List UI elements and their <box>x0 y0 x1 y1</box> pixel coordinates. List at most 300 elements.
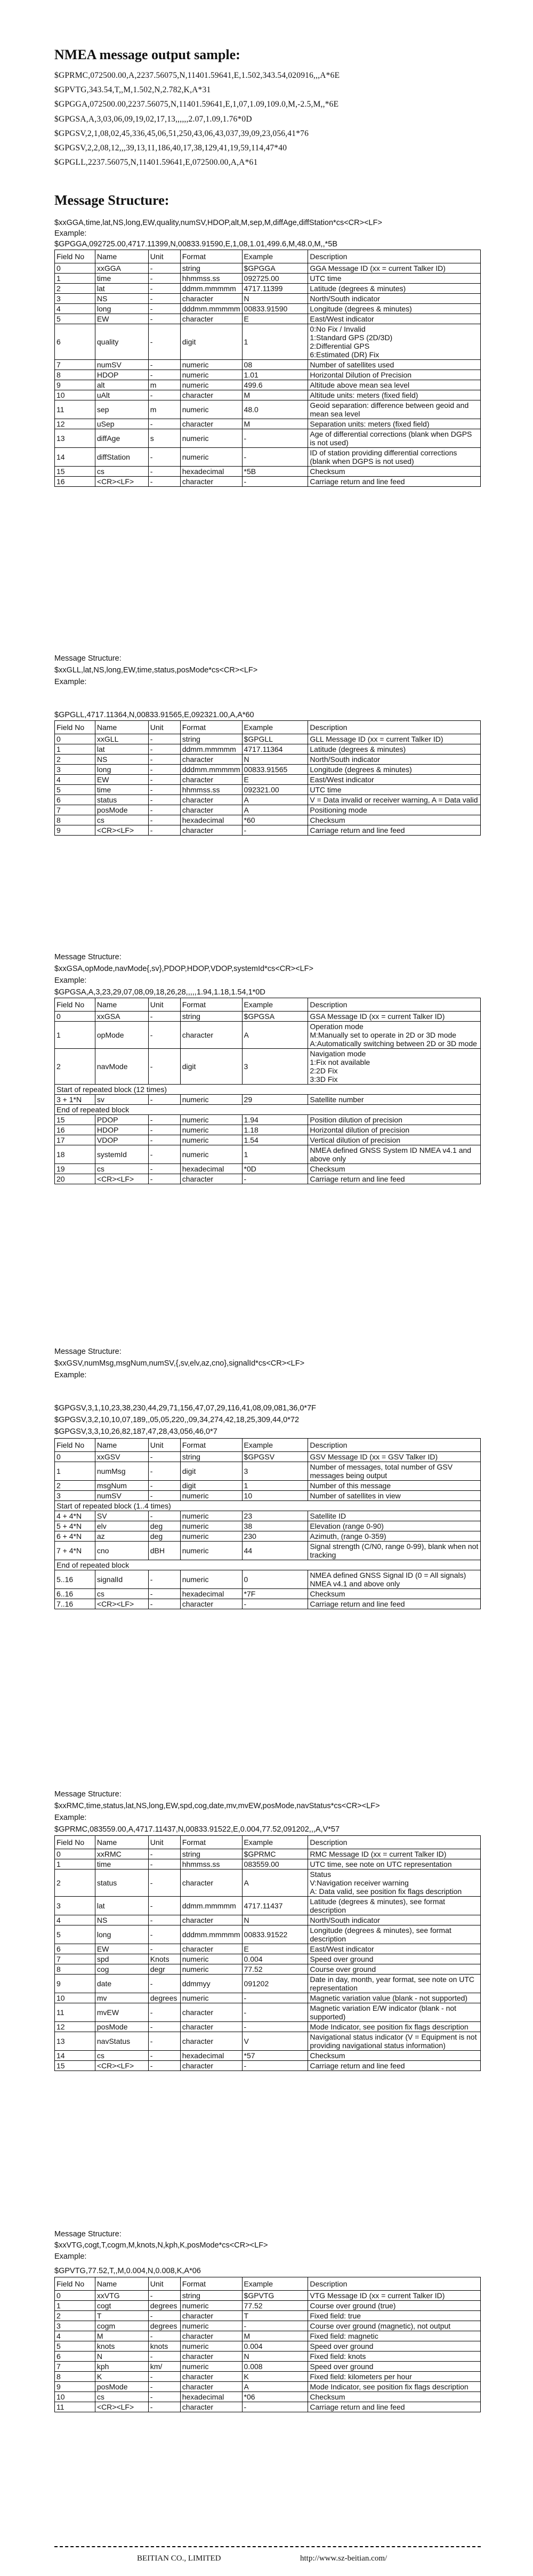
table-header-row <box>55 250 481 263</box>
repeated-block-marker: End of repeated block <box>55 1105 481 1115</box>
name-cell: long <box>95 1925 148 1944</box>
sample-line: $GPGSV,2,2,08,12,,,39,13,11,186,40,17,38,129,41,19,59,114,47*40 <box>54 143 287 153</box>
table-row <box>55 785 481 795</box>
column-header: Format <box>180 1439 242 1452</box>
format-cell: numeric <box>180 1145 242 1164</box>
name-cell: EW <box>95 1944 148 1954</box>
description-cell: Age of differential corrections (blank when DGPS is not used) <box>308 429 481 448</box>
table-row <box>55 1869 481 1897</box>
field-no-cell: 7 + 4*N <box>55 1542 95 1560</box>
unit-cell: - <box>148 805 180 815</box>
name-cell: long <box>95 765 148 775</box>
format-cell: dddmm.mmmmm <box>180 1925 242 1944</box>
example-cell: 29 <box>242 1095 308 1105</box>
field-no-cell: 0 <box>55 1012 95 1022</box>
unit-cell: - <box>148 1570 180 1589</box>
example-cell: - <box>242 2003 308 2022</box>
field-no-cell: 4 + 4*N <box>55 1511 95 1521</box>
example-cell: 48.0 <box>242 400 308 419</box>
gll-structure-label: Message Structure: <box>54 654 122 663</box>
unit-cell: - <box>148 2032 180 2051</box>
unit-cell: - <box>148 2352 180 2362</box>
unit-cell: - <box>148 825 180 836</box>
column-header: Name <box>95 250 148 263</box>
format-cell: hhmmss.ss <box>180 1859 242 1869</box>
unit-cell: Knots <box>148 1954 180 1964</box>
unit-cell: m <box>148 400 180 419</box>
example-cell: A <box>242 795 308 805</box>
field-no-cell: 0 <box>55 263 95 274</box>
table-row <box>55 2061 481 2071</box>
table-row <box>55 304 481 314</box>
name-cell: PDOP <box>95 1115 148 1125</box>
example-cell: - <box>242 429 308 448</box>
format-cell: numeric <box>180 1521 242 1531</box>
name-cell: navStatus <box>95 2032 148 2051</box>
name-cell: NS <box>95 294 148 304</box>
table-row <box>55 1462 481 1481</box>
table-row <box>55 1164 481 1174</box>
table-row <box>55 284 481 294</box>
column-header: Field No <box>55 250 95 263</box>
format-cell: hexadecimal <box>180 467 242 477</box>
description-cell: UTC time <box>308 274 481 284</box>
sample-line: $GPGSV,2,1,08,02,45,336,45,06,51,250,43,06,43,037,39,09,23,056,41*76 <box>54 129 309 138</box>
gll-example: $GPGLL,4717.11364,N,00833.91565,E,092321.00,A,A*60 <box>54 711 254 719</box>
table-row <box>55 1531 481 1542</box>
vtg-structure: $xxVTG,cogt,T,cogm,M,knots,N,kph,K,posMode*cs<CR><LF> <box>54 2241 268 2250</box>
field-no-cell: 2 <box>55 1869 95 1897</box>
unit-cell: degrees <box>148 2301 180 2311</box>
format-cell: numeric <box>180 1531 242 1542</box>
name-cell: cog <box>95 1964 148 1975</box>
example-cell: 1.01 <box>242 370 308 380</box>
format-cell: character <box>180 390 242 400</box>
column-header: Name <box>95 998 148 1012</box>
field-no-cell: 8 <box>55 815 95 825</box>
description-cell: GGA Message ID (xx = current Talker ID) <box>308 263 481 274</box>
description-cell: ID of station providing differential corrections (blank when DGPS is not used) <box>308 448 481 467</box>
unit-cell: s <box>148 429 180 448</box>
field-no-cell: 8 <box>55 1964 95 1975</box>
example-cell: M <box>242 390 308 400</box>
field-no-cell: 6 <box>55 2352 95 2362</box>
table-row <box>55 2352 481 2362</box>
field-no-cell: 0 <box>55 2291 95 2301</box>
field-no-cell: 4 <box>55 304 95 314</box>
example-cell: 1.94 <box>242 1115 308 1125</box>
description-cell: East/West indicator <box>308 775 481 785</box>
gsa-example: $GPGSA,A,3,23,29,07,08,09,18,26,28,,,,,1.94,1.18,1.54,1*0D <box>54 988 265 997</box>
name-cell: posMode <box>95 805 148 815</box>
unit-cell: - <box>148 1599 180 1609</box>
name-cell: cogt <box>95 2301 148 2311</box>
column-header: Name <box>95 1836 148 1849</box>
table-row <box>55 1145 481 1164</box>
column-header: Example <box>242 721 308 734</box>
description-cell: Carriage return and line feed <box>308 477 481 487</box>
example-cell: N <box>242 755 308 765</box>
description-cell: Status V:Navigation receiver warning A: Data valid, see position fix flags description <box>308 1869 481 1897</box>
example-cell: K <box>242 2372 308 2382</box>
field-no-cell: 16 <box>55 477 95 487</box>
description-cell: Latitude (degrees & minutes) <box>308 744 481 755</box>
unit-cell: - <box>148 390 180 400</box>
example-cell: 1.18 <box>242 1125 308 1135</box>
repeated-block-marker: End of repeated block <box>55 1560 481 1570</box>
gsa-example-label: Example: <box>54 976 87 985</box>
description-cell: Fixed field: magnetic <box>308 2331 481 2341</box>
format-cell: numeric <box>180 1993 242 2003</box>
example-cell: 091202 <box>242 1975 308 1993</box>
description-cell: Altitude above mean sea level <box>308 380 481 390</box>
example-cell: 092321.00 <box>242 785 308 795</box>
column-header: Format <box>180 250 242 263</box>
description-cell: Longitude (degrees & minutes) <box>308 304 481 314</box>
unit-cell: - <box>148 1022 180 1049</box>
description-cell: Number of this message <box>308 1481 481 1491</box>
name-cell: navMode <box>95 1049 148 1085</box>
format-cell: hexadecimal <box>180 2051 242 2061</box>
format-cell: hexadecimal <box>180 1164 242 1174</box>
vtg-structure-label: Message Structure: <box>54 2230 122 2238</box>
name-cell: cs <box>95 2051 148 2061</box>
repeated-block-marker: Start of repeated block (12 times) <box>55 1085 481 1095</box>
description-cell: Checksum <box>308 2392 481 2402</box>
field-no-cell: 0 <box>55 734 95 744</box>
example-cell: 0.004 <box>242 2341 308 2352</box>
name-cell: sep <box>95 400 148 419</box>
unit-cell: - <box>148 1859 180 1869</box>
field-no-cell: 5 <box>55 785 95 795</box>
description-cell: Course over ground (magnetic), not output <box>308 2321 481 2331</box>
table-row <box>55 467 481 477</box>
gsv-example-line: $GPGSV,3,3,10,26,82,187,47,28,43,056,46,0*7 <box>54 1427 217 1436</box>
description-cell: Altitude units: meters (fixed field) <box>308 390 481 400</box>
table-header-row <box>55 1836 481 1849</box>
field-no-cell: 17 <box>55 1135 95 1145</box>
table-row <box>55 1452 481 1462</box>
column-header: Unit <box>148 998 180 1012</box>
column-header: Field No <box>55 721 95 734</box>
name-cell: status <box>95 795 148 805</box>
rmc-structure: $xxRMC,time,status,lat,NS,long,EW,spd,cog,date,mv,mvEW,posMode,navStatus*cs<CR><LF> <box>54 1802 380 1810</box>
name-cell: xxGGA <box>95 263 148 274</box>
name-cell: numSV <box>95 1491 148 1501</box>
gga-table <box>54 250 481 487</box>
table-row <box>55 775 481 785</box>
name-cell: posMode <box>95 2382 148 2392</box>
name-cell: cs <box>95 2392 148 2402</box>
name-cell: <CR><LF> <box>95 1599 148 1609</box>
table-row <box>55 825 481 836</box>
example-cell: $GPGLL <box>242 734 308 744</box>
unit-cell: - <box>148 755 180 765</box>
column-header: Format <box>180 1836 242 1849</box>
field-no-cell: 3 <box>55 1491 95 1501</box>
format-cell: character <box>180 1022 242 1049</box>
description-cell: Carriage return and line feed <box>308 2061 481 2071</box>
name-cell: xxVTG <box>95 2291 148 2301</box>
table-row <box>55 360 481 370</box>
format-cell: string <box>180 1849 242 1859</box>
column-header: Unit <box>148 1836 180 1849</box>
unit-cell: - <box>148 1481 180 1491</box>
description-cell: Fixed field: knots <box>308 2352 481 2362</box>
unit-cell: - <box>148 274 180 284</box>
unit-cell: - <box>148 1462 180 1481</box>
unit-cell: - <box>148 785 180 795</box>
name-cell: time <box>95 785 148 795</box>
gsa-structure-label: Message Structure: <box>54 953 122 961</box>
description-cell: GSV Message ID (xx = GSV Talker ID) <box>308 1452 481 1462</box>
footer-website[interactable]: http://www.sz-beitian.com/ <box>300 2554 387 2563</box>
table-row <box>55 2311 481 2321</box>
name-cell: <CR><LF> <box>95 2402 148 2412</box>
format-cell: hhmmss.ss <box>180 274 242 284</box>
description-cell: Magnetic variation E/W indicator (blank - not supported) <box>308 2003 481 2022</box>
name-cell: xxGSV <box>95 1452 148 1462</box>
column-header: Field No <box>55 998 95 1012</box>
description-cell: Fixed field: true <box>308 2311 481 2321</box>
column-header: Format <box>180 721 242 734</box>
table-row <box>55 1589 481 1599</box>
format-cell: numeric <box>180 1115 242 1125</box>
example-cell: *60 <box>242 815 308 825</box>
table-row <box>55 2301 481 2311</box>
description-cell: GSA Message ID (xx = current Talker ID) <box>308 1012 481 1022</box>
gsa-table <box>54 998 481 1184</box>
table-row <box>55 744 481 755</box>
format-cell: string <box>180 263 242 274</box>
format-cell: character <box>180 2032 242 2051</box>
name-cell: xxGSA <box>95 1012 148 1022</box>
format-cell: string <box>180 734 242 744</box>
format-cell: character <box>180 795 242 805</box>
sample-output-block <box>54 68 491 170</box>
table-row <box>55 274 481 284</box>
field-no-cell: 2 <box>55 2311 95 2321</box>
field-no-cell: 3 <box>55 1897 95 1915</box>
table-row <box>55 765 481 775</box>
table-row <box>55 1481 481 1491</box>
unit-cell: degrees <box>148 2321 180 2331</box>
example-cell: A <box>242 1869 308 1897</box>
unit-cell: - <box>148 1491 180 1501</box>
example-cell: - <box>242 2022 308 2032</box>
description-cell: Latitude (degrees & minutes) <box>308 284 481 294</box>
format-cell: numeric <box>180 380 242 390</box>
example-cell: $GPGSV <box>242 1452 308 1462</box>
name-cell: opMode <box>95 1022 148 1049</box>
name-cell: status <box>95 1869 148 1897</box>
description-cell: VTG Message ID (xx = current Talker ID) <box>308 2291 481 2301</box>
format-cell: character <box>180 2372 242 2382</box>
example-cell: 3 <box>242 1462 308 1481</box>
description-cell: Checksum <box>308 1164 481 1174</box>
format-cell: numeric <box>180 1542 242 1560</box>
table-row <box>55 1125 481 1135</box>
example-cell: $GPVTG <box>242 2291 308 2301</box>
field-no-cell: 1 <box>55 1022 95 1049</box>
example-cell: *0D <box>242 1164 308 1174</box>
unit-cell: - <box>148 1125 180 1135</box>
table-header-row <box>55 998 481 1012</box>
description-cell: Number of messages, total number of GSV messages being output <box>308 1462 481 1481</box>
column-header: Description <box>308 721 481 734</box>
example-cell: 0 <box>242 1570 308 1589</box>
table-row <box>55 1859 481 1869</box>
table-row <box>55 380 481 390</box>
format-cell: character <box>180 805 242 815</box>
description-cell: Vertical dilution of precision <box>308 1135 481 1145</box>
format-cell: numeric <box>180 2321 242 2331</box>
name-cell: time <box>95 274 148 284</box>
description-cell: Checksum <box>308 467 481 477</box>
unit-cell: knots <box>148 2341 180 2352</box>
name-cell: <CR><LF> <box>95 825 148 836</box>
description-cell: V = Data invalid or receiver warning, A = Data valid <box>308 795 481 805</box>
format-cell: character <box>180 1944 242 1954</box>
table-row <box>55 1049 481 1085</box>
unit-cell: - <box>148 360 180 370</box>
description-cell: Signal strength (C/N0, range 0-99), blank when not tracking <box>308 1542 481 1560</box>
rmc-structure-label: Message Structure: <box>54 1790 122 1799</box>
example-cell: N <box>242 2352 308 2362</box>
format-cell: string <box>180 2291 242 2301</box>
name-cell: lat <box>95 744 148 755</box>
table-row <box>55 1925 481 1944</box>
format-cell: ddmmyy <box>180 1975 242 1993</box>
unit-cell: - <box>148 1164 180 1174</box>
field-no-cell: 5 <box>55 1925 95 1944</box>
unit-cell: - <box>148 744 180 755</box>
table-row <box>55 390 481 400</box>
description-cell: North/South indicator <box>308 755 481 765</box>
example-cell: 00833.91522 <box>242 1925 308 1944</box>
description-cell: Number of satellites in view <box>308 1491 481 1501</box>
unit-cell: - <box>148 1174 180 1184</box>
name-cell: xxRMC <box>95 1849 148 1859</box>
description-cell: Carriage return and line feed <box>308 1174 481 1184</box>
table-header-row <box>55 721 481 734</box>
example-cell: E <box>242 314 308 324</box>
table-row <box>55 1022 481 1049</box>
example-cell: E <box>242 775 308 785</box>
name-cell: HDOP <box>95 1125 148 1135</box>
name-cell: kph <box>95 2362 148 2372</box>
description-cell: NMEA defined GNSS Signal ID (0 = All signals) NMEA v4.1 and above only <box>308 1570 481 1589</box>
field-no-cell: 9 <box>55 1975 95 1993</box>
table-row <box>55 1975 481 1993</box>
field-no-cell: 18 <box>55 1145 95 1164</box>
format-cell: numeric <box>180 360 242 370</box>
table-row <box>55 1012 481 1022</box>
example-cell: 499.6 <box>242 380 308 390</box>
field-no-cell: 5 + 4*N <box>55 1521 95 1531</box>
table-row <box>55 1915 481 1925</box>
name-cell: EW <box>95 775 148 785</box>
table-row <box>55 1954 481 1964</box>
example-cell: 092725.00 <box>242 274 308 284</box>
column-header: Example <box>242 250 308 263</box>
gga-example: $GPGGA,092725.00,4717.11399,N,00833.91590,E,1,08,1.01,499.6,M,48.0,M,,*5B <box>54 240 337 248</box>
gsv-example-label: Example: <box>54 1371 87 1379</box>
format-cell: ddmm.mmmmm <box>180 1897 242 1915</box>
gga-structure: $xxGGA,time,lat,NS,long,EW,quality,numSV,HDOP,alt,M,sep,M,diffAge,diffStation*cs<CR><LF> <box>54 219 382 227</box>
name-cell: elv <box>95 1521 148 1531</box>
table-row <box>55 795 481 805</box>
column-header: Description <box>308 1439 481 1452</box>
description-cell: Operation mode M:Manually set to operate in 2D or 3D mode A:Automatically switching between 2D or 3D mode <box>308 1022 481 1049</box>
column-header: Unit <box>148 2277 180 2291</box>
column-header: Example <box>242 998 308 1012</box>
name-cell: numMsg <box>95 1462 148 1481</box>
unit-cell: - <box>148 314 180 324</box>
example-cell: 08 <box>242 360 308 370</box>
field-no-cell: 3 + 1*N <box>55 1095 95 1105</box>
example-cell: - <box>242 825 308 836</box>
example-cell: 3 <box>242 1049 308 1085</box>
unit-cell: - <box>148 2003 180 2022</box>
format-cell: character <box>180 294 242 304</box>
name-cell: <CR><LF> <box>95 477 148 487</box>
column-header: Format <box>180 2277 242 2291</box>
format-cell: hexadecimal <box>180 815 242 825</box>
format-cell: numeric <box>180 1491 242 1501</box>
format-cell: character <box>180 2382 242 2392</box>
format-cell: numeric <box>180 1125 242 1135</box>
example-cell: - <box>242 2061 308 2071</box>
table-row <box>55 1174 481 1184</box>
description-cell: Longitude (degrees & minutes) <box>308 765 481 775</box>
table-row <box>55 1993 481 2003</box>
field-no-cell: 5 <box>55 314 95 324</box>
example-cell: 10 <box>242 1491 308 1501</box>
unit-cell: - <box>148 370 180 380</box>
footer-company: BEITIAN CO., LIMITED <box>137 2554 221 2563</box>
unit-cell: - <box>148 2331 180 2341</box>
table-row <box>55 734 481 744</box>
example-cell: 1 <box>242 324 308 360</box>
unit-cell: - <box>148 2061 180 2071</box>
example-cell: M <box>242 2331 308 2341</box>
format-cell: character <box>180 1174 242 1184</box>
name-cell: knots <box>95 2341 148 2352</box>
name-cell: uSep <box>95 419 148 429</box>
description-cell: Fixed field: kilometers per hour <box>308 2372 481 2382</box>
description-cell: Course over ground <box>308 1964 481 1975</box>
format-cell: character <box>180 2402 242 2412</box>
sample-line: $GPGGA,072500.00,2237.56075,N,11401.59641,E,1,07,1.09,109.0,M,-2.5,M,,*6E <box>54 100 339 109</box>
format-cell: digit <box>180 1049 242 1085</box>
name-cell: N <box>95 2352 148 2362</box>
description-cell: Positioning mode <box>308 805 481 815</box>
example-cell: - <box>242 2321 308 2331</box>
unit-cell: - <box>148 734 180 744</box>
column-header: Format <box>180 998 242 1012</box>
column-header: Field No <box>55 1836 95 1849</box>
repeated-block-marker-row <box>55 1085 481 1095</box>
field-no-cell: 7..16 <box>55 1599 95 1609</box>
field-no-cell: 4 <box>55 2331 95 2341</box>
description-cell: Speed over ground <box>308 1954 481 1964</box>
column-header: Description <box>308 1836 481 1849</box>
field-no-cell: 6 <box>55 795 95 805</box>
format-cell: character <box>180 1915 242 1925</box>
gsv-example-line: $GPGSV,3,2,10,10,07,189,,05,05,220,,09,34,274,42,18,25,309,44,0*72 <box>54 1416 300 1424</box>
example-cell: *06 <box>242 2392 308 2402</box>
